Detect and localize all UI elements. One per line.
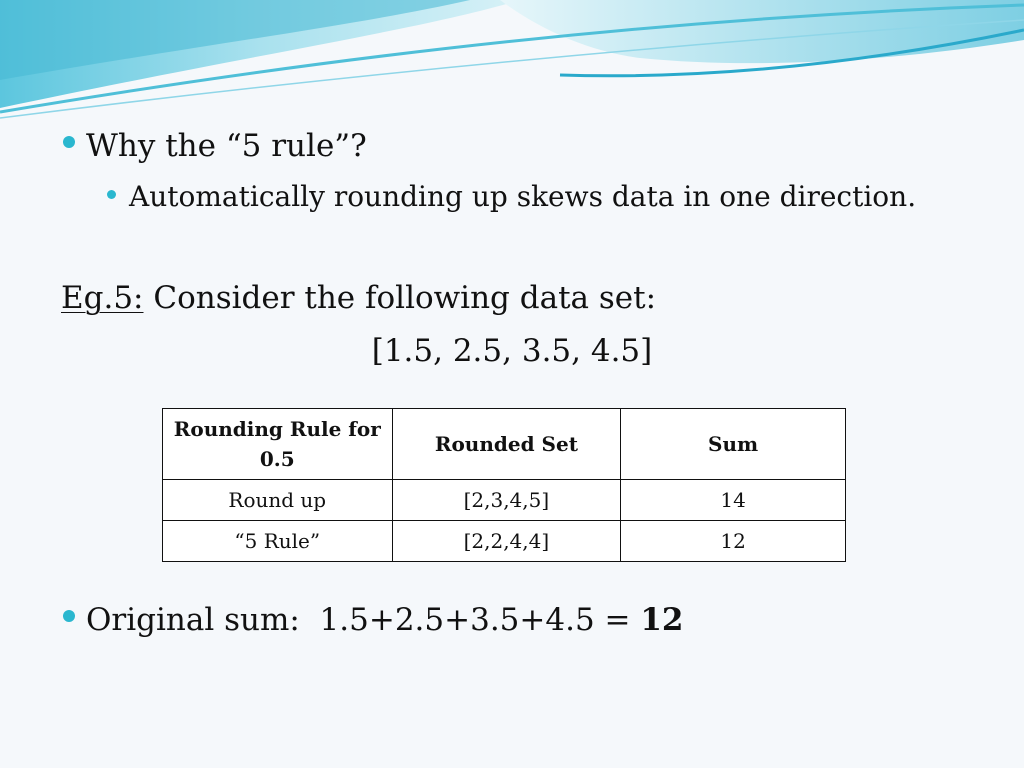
- bullet-dot-icon: [63, 610, 75, 622]
- table-row: [163, 480, 846, 521]
- table-header-cell: Rounded Set: [392, 409, 621, 480]
- table-cell: 12: [621, 521, 846, 562]
- original-sum-value: 12: [640, 602, 684, 638]
- table-cell: [2,3,4,5]: [392, 480, 621, 521]
- data-set: [1.5, 2.5, 3.5, 4.5]: [371, 333, 653, 369]
- header-wave-decoration: [0, 0, 1024, 130]
- example-statement: [61, 280, 656, 316]
- table-header-row: [163, 409, 846, 480]
- bullet-dot-icon: [63, 136, 75, 148]
- table-header-cell: Rounding Rule for 0.5: [163, 409, 393, 480]
- bullet-text: Why the “5 rule”?: [86, 128, 367, 164]
- sub-bullet-text: Automatically rounding up skews data in one direction.: [129, 180, 917, 213]
- bullet-dot-icon: [107, 190, 116, 199]
- sub-bullet-skew: [107, 180, 916, 213]
- table-cell: 14: [621, 480, 846, 521]
- table-header-cell: Sum: [621, 409, 846, 480]
- example-text: Consider the following data set:: [143, 280, 657, 316]
- bullet-original-sum: [63, 602, 684, 638]
- bullet-why-5-rule: [63, 128, 367, 164]
- table-cell: “5 Rule”: [163, 521, 393, 562]
- rounding-comparison-table: [162, 408, 846, 562]
- original-sum-label: Original sum: 1.5+2.5+3.5+4.5 =: [86, 602, 641, 638]
- table-row: [163, 521, 846, 562]
- table-cell: Round up: [163, 480, 393, 521]
- table-cell: [2,2,4,4]: [392, 521, 621, 562]
- example-label: Eg.5:: [61, 280, 144, 316]
